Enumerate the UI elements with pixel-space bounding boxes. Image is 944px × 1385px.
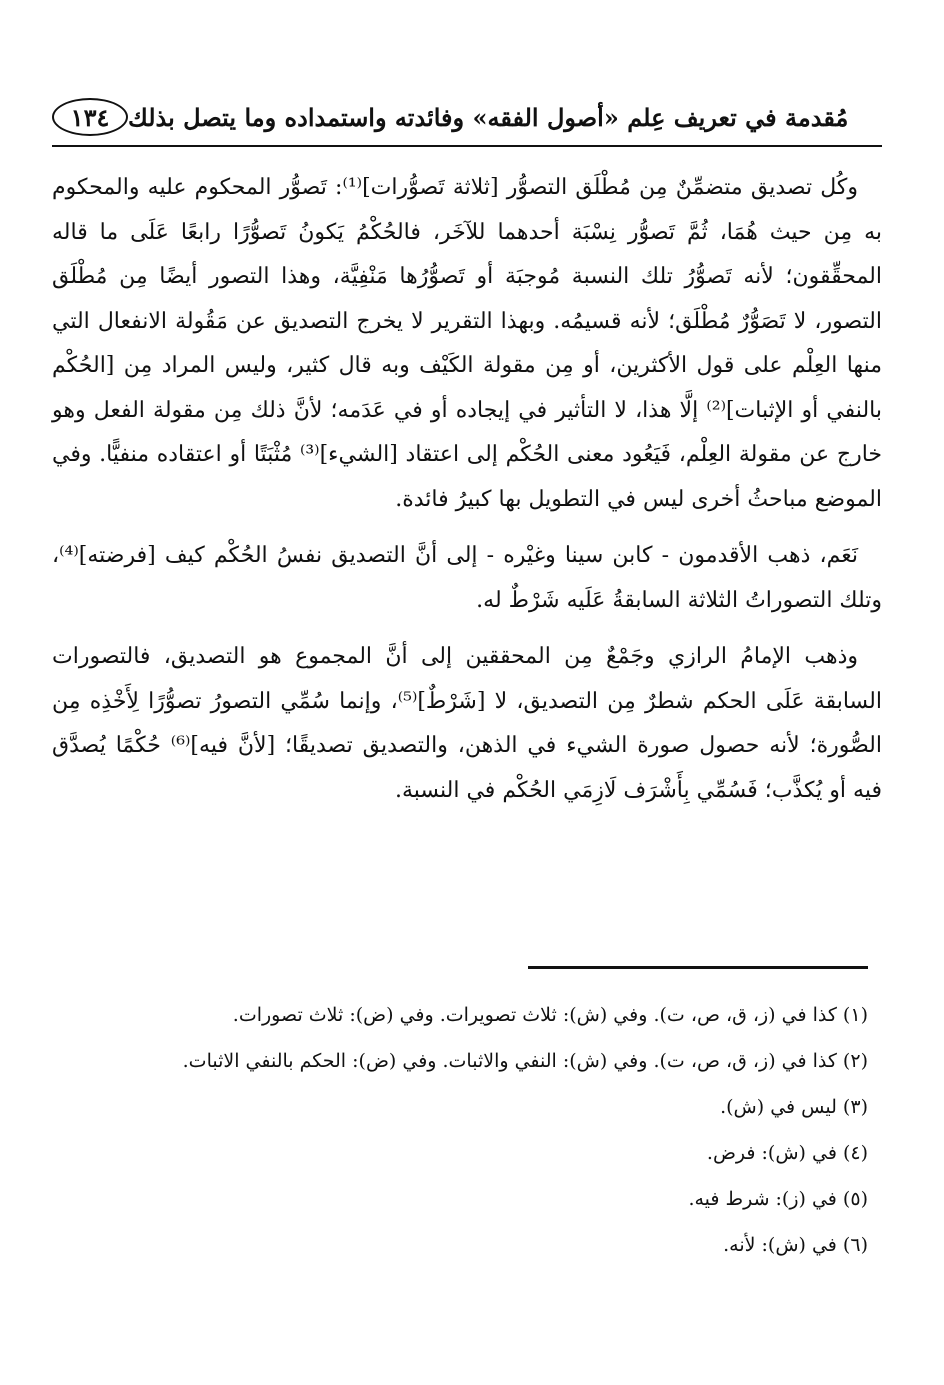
footnotes — [52, 992, 868, 1268]
main-text — [52, 166, 882, 825]
footnote: (٣) ليس في (ش). — [720, 1096, 868, 1118]
paragraph: وكُل تصديق متضمِّنٌ مِن مُطْلَق التصوُّر [ثلاثة تَصوُّرات]⁽¹⁾: تَصوُّر المحكوم عليه والمحكوم به مِن حيث هُمَا، ثُمَّ تَصوُّر نِسْبَة أحدهما للآخَر، فالحُكْمُ يَكونُ تَصوُّرًا رابعًا عَلَى ما قاله المحقِّقون؛ لأنه تَصوُّرُ تلك النسبة مُوجبَة أو تَصوُّرُها مَنْفِيَّة، وهذا التصور أيضًا مِن مُطْلَق التصور، لا تَصَوُّرٌ مُطْلَق؛ لأنه قسيمُه. وبهذا التقرير لا يخرج التصديق عن مَقُولة الانفعال التي منها العِلْم على قول الأكثرين، أو مِن مقولة الكَيْف وبه قال كثير، وليس المراد مِن [الحُكْم بالنفي أو الإثبات]⁽²⁾ إلَّا هذا، لا التأثير في إيجاده أو في عَدَمه؛ لأنَّ ذلك مِن مقولة الفعل وهو خارج عن مقولة العِلْم، فَيَعُود معنى الحُكْم إلى اعتقاد [الشيء]⁽³⁾ مُثْبَتًا أو اعتقاده منفيًّا. وفي الموضع مباحثُ أخرى ليس في التطويل بها كبيرُ فائدة. — [52, 175, 882, 512]
footnote-divider — [528, 966, 868, 969]
footnote: (٥) في (ز): شرط فيه. — [688, 1188, 868, 1210]
paragraph: وذهب الإمامُ الرازي وجَمْعٌ مِن المحققين إلى أنَّ المجموع هو التصديق، فالتصورات السابقة عَلَى الحكم شطرٌ مِن التصديق، لا [شَرْطٌ]⁽⁵⁾، وإنما سُمِّي التصورُ تصوُّرًا لِأَخْذِه مِن الصُّورة؛ لأنه حصول صورة الشيء في الذهن، والتصديق تصديقًا؛ [لأنَّ فيه]⁽⁶⁾ حُكْمًا يُصدَّق فيه أو يُكذَّب؛ فَسُمِّي بِأَشْرَف لَازِمَي الحُكْم في النسبة. — [52, 644, 882, 803]
header-divider — [52, 145, 882, 147]
paragraph: نَعَم، ذهب الأقدمون - كابن سينا وغيْره - إلى أنَّ التصديق نفسُ الحُكْم كيف [فرضته]⁽⁴⁾، وتلك التصوراتُ الثلاثة السابقةُ عَلَيه شَرْطٌ له. — [52, 543, 882, 613]
page-header — [52, 92, 882, 142]
footnote: (١) كذا في (ز، ق، ص، ت). وفي (ش): ثلاث تصويرات. وفي (ض): ثلاث تصورات. — [232, 1004, 868, 1026]
footnote: (٤) في (ش): فرض. — [706, 1142, 868, 1164]
running-title: مُقدمة في تعريف عِلم «أصول الفقه» وفائدته واستمداده وما يتصل بذلك — [128, 102, 849, 132]
footnote: (٢) كذا في (ز، ق، ص، ت). وفي (ش): النفي والاثبات. وفي (ض): الحكم بالنفي الاثبات. — [182, 1050, 868, 1072]
footnote: (٦) في (ش): لأنه. — [723, 1234, 868, 1256]
page-number: ١٣٤ — [52, 98, 128, 136]
